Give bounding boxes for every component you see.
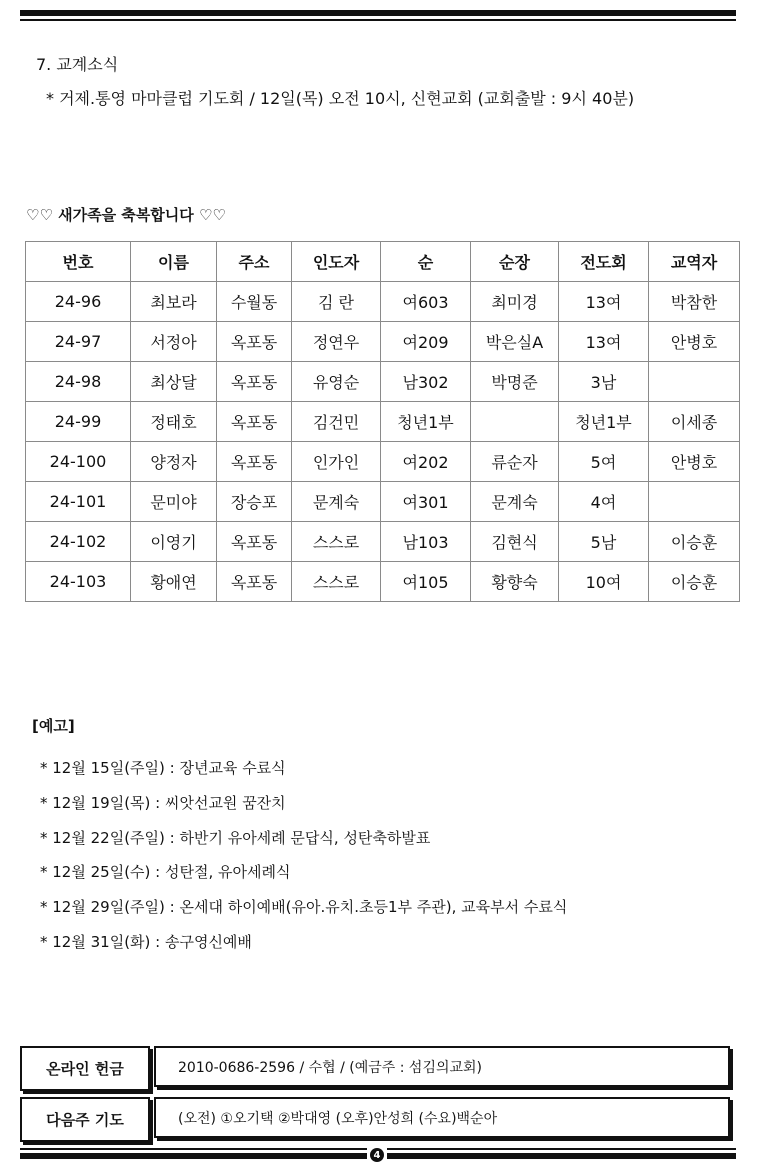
announcements-title: [예고] (32, 717, 75, 735)
column-header: 교역자 (649, 242, 740, 282)
top-rule-thin (20, 19, 736, 21)
page-number (367, 1147, 387, 1163)
table-cell: 장승포 (217, 482, 292, 522)
table-cell: 수월동 (217, 282, 292, 322)
table-cell: 이세종 (649, 402, 740, 442)
page-number-badge: 4 (370, 1148, 384, 1162)
table-cell: 최보라 (131, 282, 217, 322)
table-cell: 옥포동 (217, 402, 292, 442)
table-cell (649, 482, 740, 522)
table-cell: 이영기 (131, 522, 217, 562)
table-cell: 여301 (381, 482, 471, 522)
new-family-table (25, 241, 740, 602)
table-cell: 여209 (381, 322, 471, 362)
announcement-item: * 12월 31일(화) : 송구영신예배 (40, 932, 252, 951)
table-cell: 문계숙 (471, 482, 559, 522)
table-cell: 4여 (559, 482, 649, 522)
announcement-item: * 12월 22일(주일) : 하반기 유아세례 문답식, 성탄축하발표 (40, 828, 431, 847)
table-cell: 안병호 (649, 322, 740, 362)
next-week-prayer-label: 다음주 기도 (20, 1097, 150, 1142)
table-cell: 3남 (559, 362, 649, 402)
table-cell: 24-101 (26, 482, 131, 522)
table-row (26, 402, 740, 442)
section-church-news-title: 7. 교계소식 (36, 55, 119, 74)
column-header: 번호 (26, 242, 131, 282)
table-cell: 최미경 (471, 282, 559, 322)
table-cell: 김 란 (292, 282, 381, 322)
table-cell: 정태호 (131, 402, 217, 442)
table-cell: 문계숙 (292, 482, 381, 522)
table-cell: 황향숙 (471, 562, 559, 602)
table-row (26, 482, 740, 522)
table-cell: 여603 (381, 282, 471, 322)
table-cell: 박명준 (471, 362, 559, 402)
announcement-item: * 12월 29일(주일) : 온세대 하이예배(유아.유치.초등1부 주관), 교육부서 수료식 (40, 898, 568, 917)
table-cell: 김건민 (292, 402, 381, 442)
table-row (26, 442, 740, 482)
table-cell: 옥포동 (217, 522, 292, 562)
table-cell: 옥포동 (217, 442, 292, 482)
table-row (26, 522, 740, 562)
column-header: 인도자 (292, 242, 381, 282)
table-cell: 남302 (381, 362, 471, 402)
table-cell: 이승훈 (649, 562, 740, 602)
table-cell (471, 402, 559, 442)
table-cell: 24-96 (26, 282, 131, 322)
table-row (26, 282, 740, 322)
table-cell: 이승훈 (649, 522, 740, 562)
announcement-item: * 12월 19일(목) : 씨앗선교원 꿈잔치 (40, 793, 286, 812)
next-week-prayer-names: (오전) ①오기택 ②박대영 (오후)안성희 (수요)백순아 (154, 1097, 730, 1138)
table-cell: 5여 (559, 442, 649, 482)
table-cell: 청년1부 (381, 402, 471, 442)
new-family-title: ♡♡ 새가족을 축복합니다 ♡♡ (26, 206, 226, 224)
column-header: 순장 (471, 242, 559, 282)
table-row (26, 562, 740, 602)
table-cell: 청년1부 (559, 402, 649, 442)
table-cell: 황애연 (131, 562, 217, 602)
table-cell: 옥포동 (217, 562, 292, 602)
table-cell: 10여 (559, 562, 649, 602)
top-rule-thick (20, 10, 736, 16)
table-cell (649, 362, 740, 402)
table-cell: 정연우 (292, 322, 381, 362)
table-cell: 24-98 (26, 362, 131, 402)
announcements-list (40, 754, 567, 963)
column-header: 전도회 (559, 242, 649, 282)
table-cell: 박참한 (649, 282, 740, 322)
table-cell: 유영순 (292, 362, 381, 402)
table-cell: 스스로 (292, 522, 381, 562)
table-cell: 13여 (559, 282, 649, 322)
online-offering-label: 온라인 헌금 (20, 1046, 150, 1091)
table-cell: 24-103 (26, 562, 131, 602)
table-cell: 남103 (381, 522, 471, 562)
table-row (26, 322, 740, 362)
table-cell: 옥포동 (217, 362, 292, 402)
table-cell: 24-102 (26, 522, 131, 562)
column-header: 이름 (131, 242, 217, 282)
table-cell: 옥포동 (217, 322, 292, 362)
table-cell: 5남 (559, 522, 649, 562)
column-header: 주소 (217, 242, 292, 282)
table-cell: 인가인 (292, 442, 381, 482)
table-header-row (26, 242, 740, 282)
table-cell: 최상달 (131, 362, 217, 402)
table-cell: 스스로 (292, 562, 381, 602)
table-cell: 여202 (381, 442, 471, 482)
table-cell: 24-100 (26, 442, 131, 482)
announcement-item: * 12월 25일(수) : 성탄절, 유아세례식 (40, 863, 291, 882)
column-header: 순 (381, 242, 471, 282)
table-cell: 안병호 (649, 442, 740, 482)
online-offering-account: 2010-0686-2596 / 수협 / (예금주 : 섬김의교회) (154, 1046, 730, 1087)
table-cell: 13여 (559, 322, 649, 362)
table-cell: 양정자 (131, 442, 217, 482)
table-cell: 김현식 (471, 522, 559, 562)
table-cell: 서정아 (131, 322, 217, 362)
table-cell: 24-99 (26, 402, 131, 442)
table-row (26, 362, 740, 402)
table-cell: 24-97 (26, 322, 131, 362)
table-cell: 문미야 (131, 482, 217, 522)
table-cell: 여105 (381, 562, 471, 602)
table-cell: 류순자 (471, 442, 559, 482)
announcement-item: * 12월 15일(주일) : 장년교육 수료식 (40, 759, 286, 777)
table-cell: 박은실A (471, 322, 559, 362)
church-news-item: * 거제.통영 마마클럽 기도회 / 12일(목) 오전 10시, 신현교회 (교회출발 : 9시 40분) (46, 89, 635, 108)
